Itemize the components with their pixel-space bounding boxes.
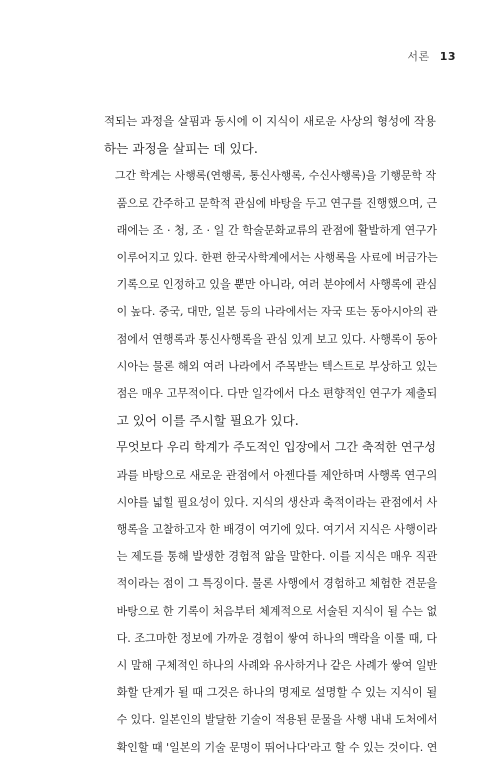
- text-line: 그간 학계는 사행록(연행록, 통신사행록, 수신사행록)을 기행문학 작: [114, 169, 436, 183]
- paragraph: [104, 434, 436, 760]
- text-line: 시 말해 구체적인 하나의 사례와 유사하거나 같은 사례가 쌓여 일반: [116, 659, 438, 673]
- text-line: 다. 조그마한 정보에 가까운 경험이 쌓여 하나의 맥락을 이룰 때, 다: [116, 631, 438, 645]
- text-line: 래에는 조 · 청, 조 · 일 간 학술문화교류의 관점에 활발하게 연구가: [116, 223, 438, 237]
- section-title: 서론: [407, 50, 430, 63]
- text-line: 하는 과정을 살피는 데 있다.: [104, 141, 258, 157]
- text-line: 화할 단계가 될 때 그것은 하나의 명제로 설명할 수 있는 지식이 될: [116, 686, 438, 700]
- text-line: 이루어지고 있다. 한편 한국사학계에서는 사행록을 사료에 버금가는: [116, 251, 438, 265]
- text-line: 는 제도를 통해 발생한 경험적 앎을 말한다. 이를 지식은 매우 직관: [116, 550, 438, 564]
- body-text: [104, 108, 436, 761]
- running-head: [407, 48, 456, 64]
- text-line: 기록으로 인정하고 있을 뿐만 아니라, 여러 분야에서 사행록에 관심: [116, 278, 438, 292]
- text-line: 수 있다. 일본인의 발달한 기술이 적용된 문물을 사행 내내 도처에서: [116, 713, 438, 727]
- paragraph: [104, 108, 436, 162]
- page-number: 13: [439, 50, 456, 63]
- text-line: 바탕으로 한 기록이 처음부터 체계적으로 서술된 지식이 될 수는 없: [116, 604, 438, 618]
- text-line: 적이라는 점이 그 특징이다. 물론 사행에서 경험하고 체험한 견문을: [116, 577, 438, 591]
- text-line: 행록을 고찰하고자 한 배경이 여기에 있다. 여기서 지식은 사행이라: [116, 523, 438, 537]
- text-line: 적되는 과정을 살핌과 동시에 이 지식이 새로운 사상의 형성에 작용: [104, 114, 436, 128]
- text-line: 이 높다. 중국, 대만, 일본 등의 나라에서는 자국 또는 동아시아의 관: [116, 305, 438, 319]
- paragraph: [104, 162, 436, 434]
- text-line: 점은 매우 고무적이다. 다만 일각에서 다소 편향적인 연구가 제출되: [116, 387, 438, 401]
- text-line: 무엇보다 우리 학계가 주도적인 입장에서 그간 축적한 연구성: [116, 440, 436, 455]
- text-line: 시아는 물론 해외 여러 나라에서 주목받는 텍스트로 부상하고 있는: [116, 359, 438, 373]
- text-line: 품으로 간주하고 문학적 관심에 바탕을 두고 연구를 진행했으며, 근: [116, 196, 438, 210]
- text-line: 점에서 연행록과 통신사행록을 관심 있게 보고 있다. 사행록이 동아: [116, 332, 438, 346]
- text-line: 고 있어 이를 주시할 필요가 있다.: [116, 413, 299, 429]
- text-line: 과를 바탕으로 새로운 관점에서 아젠다를 제안하며 사행록 연구의: [116, 467, 438, 482]
- text-line: 확인할 때 '일본의 기술 문명이 뛰어나다'라고 할 수 있는 것이다. 연: [116, 740, 438, 754]
- text-line: 시야를 넓힐 필요성이 있다. 지식의 생산과 축적이라는 관점에서 사: [116, 495, 438, 509]
